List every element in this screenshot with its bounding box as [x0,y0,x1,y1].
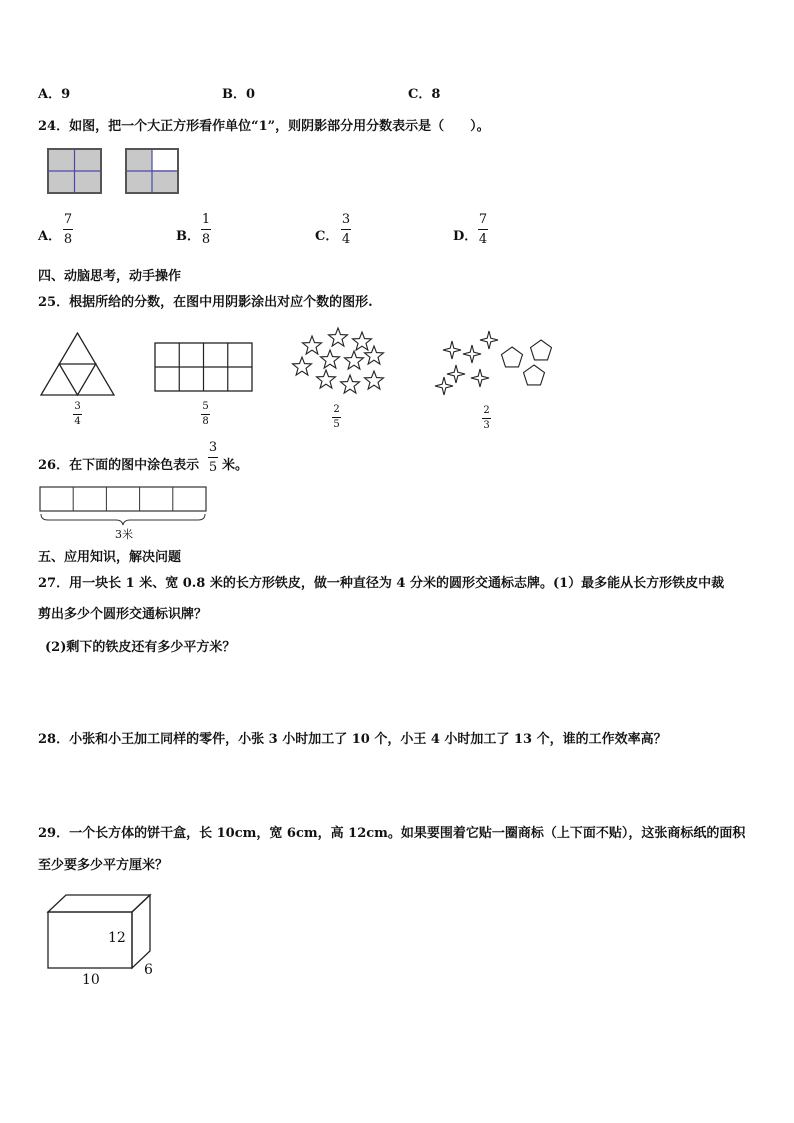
q29-length-label: 10 [82,972,100,988]
q25-fraction-1: 3 4 [74,401,81,427]
sparkle-shape-2 [463,345,481,363]
q24-option-a-fraction: 7 8 [63,212,73,247]
q24-option-d-letter: D． [453,229,478,244]
q24-option-b-fraction: 1 8 [201,212,211,247]
pentagon-shape-3 [524,365,545,385]
q27-line-3: (2)剩下的铁皮还有多少平方米？ [45,640,236,655]
section5-title: 五、应用知识，解决问题 [38,550,182,565]
star-shape-6 [345,351,364,369]
pentagon-shape-1 [502,347,523,367]
q29-line-2: 至少要多少平方厘米？ [38,858,169,873]
star-shape-3 [353,332,372,350]
q25-fraction-3: 2 5 [333,404,340,430]
q25-triangle-figure [41,333,114,396]
star-shape-9 [341,375,360,393]
q29-cuboid-figure [48,895,158,975]
q24-option-b-letter: B． [176,229,200,244]
sparkle-shape-4 [447,365,465,383]
sparkle-shape-5 [435,377,453,395]
q24-option-d-fraction: 7 4 [478,212,488,247]
q23-option-b: B．0 [222,87,256,102]
q25-fraction-2: 5 8 [202,401,209,427]
q25-rectangle-grid-figure [155,343,252,391]
q23-option-c: C．8 [408,87,441,102]
q26-question: 26．在下面的图中涂色表示 [38,458,200,473]
q28-question: 28．小张和小王加工同样的零件，小张 3 小时加工了 10 个，小王 4 小时加工了 13 个，谁的工作效率高？ [38,732,667,747]
q24-question: 24．如图，把一个大正方形看作单位“1”，则阴影部分用分数表示是（ ）。 [38,119,490,134]
star-shape-8 [317,370,336,388]
section4-title: 四、动脑思考，动手操作 [38,269,182,284]
sparkle-shape-3 [480,331,498,349]
pentagon-shape-2 [531,340,552,360]
q24-squares-figure [48,149,178,195]
q25-question: 25．根据所给的分数，在图中用阴影涂出对应个数的图形. [38,295,373,310]
q29-width-label: 6 [144,962,153,978]
q26-unit: 米。 [222,458,249,473]
sparkle-shape-6 [471,369,489,387]
q23-option-a: A．9 [38,87,71,102]
q25-sparkles-pentagons-figure [434,328,559,398]
q25-fraction-4: 2 3 [483,405,490,431]
q25-stars-figure [290,324,390,399]
star-shape-5 [321,350,340,368]
sparkle-shape-1 [443,341,461,359]
star-shape-1 [303,336,322,354]
q24-option-a-letter: A． [38,229,62,244]
star-shape-10 [365,371,384,389]
q26-fraction: 3 5 [208,440,218,475]
q29-height-label: 12 [108,930,126,946]
q24-option-c-fraction: 3 4 [341,212,351,247]
star-shape-4 [293,357,312,375]
q24-option-c-letter: C． [315,229,339,244]
q27-line-2: 剪出多少个圆形交通标识牌？ [38,607,208,622]
q27-line-1: 27．用一块长 1 米、宽 0.8 米的长方形铁皮，做一种直径为 4 分米的圆形交通标志牌。(1）最多能从长方形铁皮中裁 [38,576,725,591]
q29-line-1: 29．一个长方体的饼干盒，长 10cm，宽 6cm，高 12cm。如果要围着它贴一圈商标（上下面不贴），这张商标纸的面积 [38,826,746,841]
q26-brace-label: 3米 [115,528,133,541]
star-shape-2 [329,328,348,346]
